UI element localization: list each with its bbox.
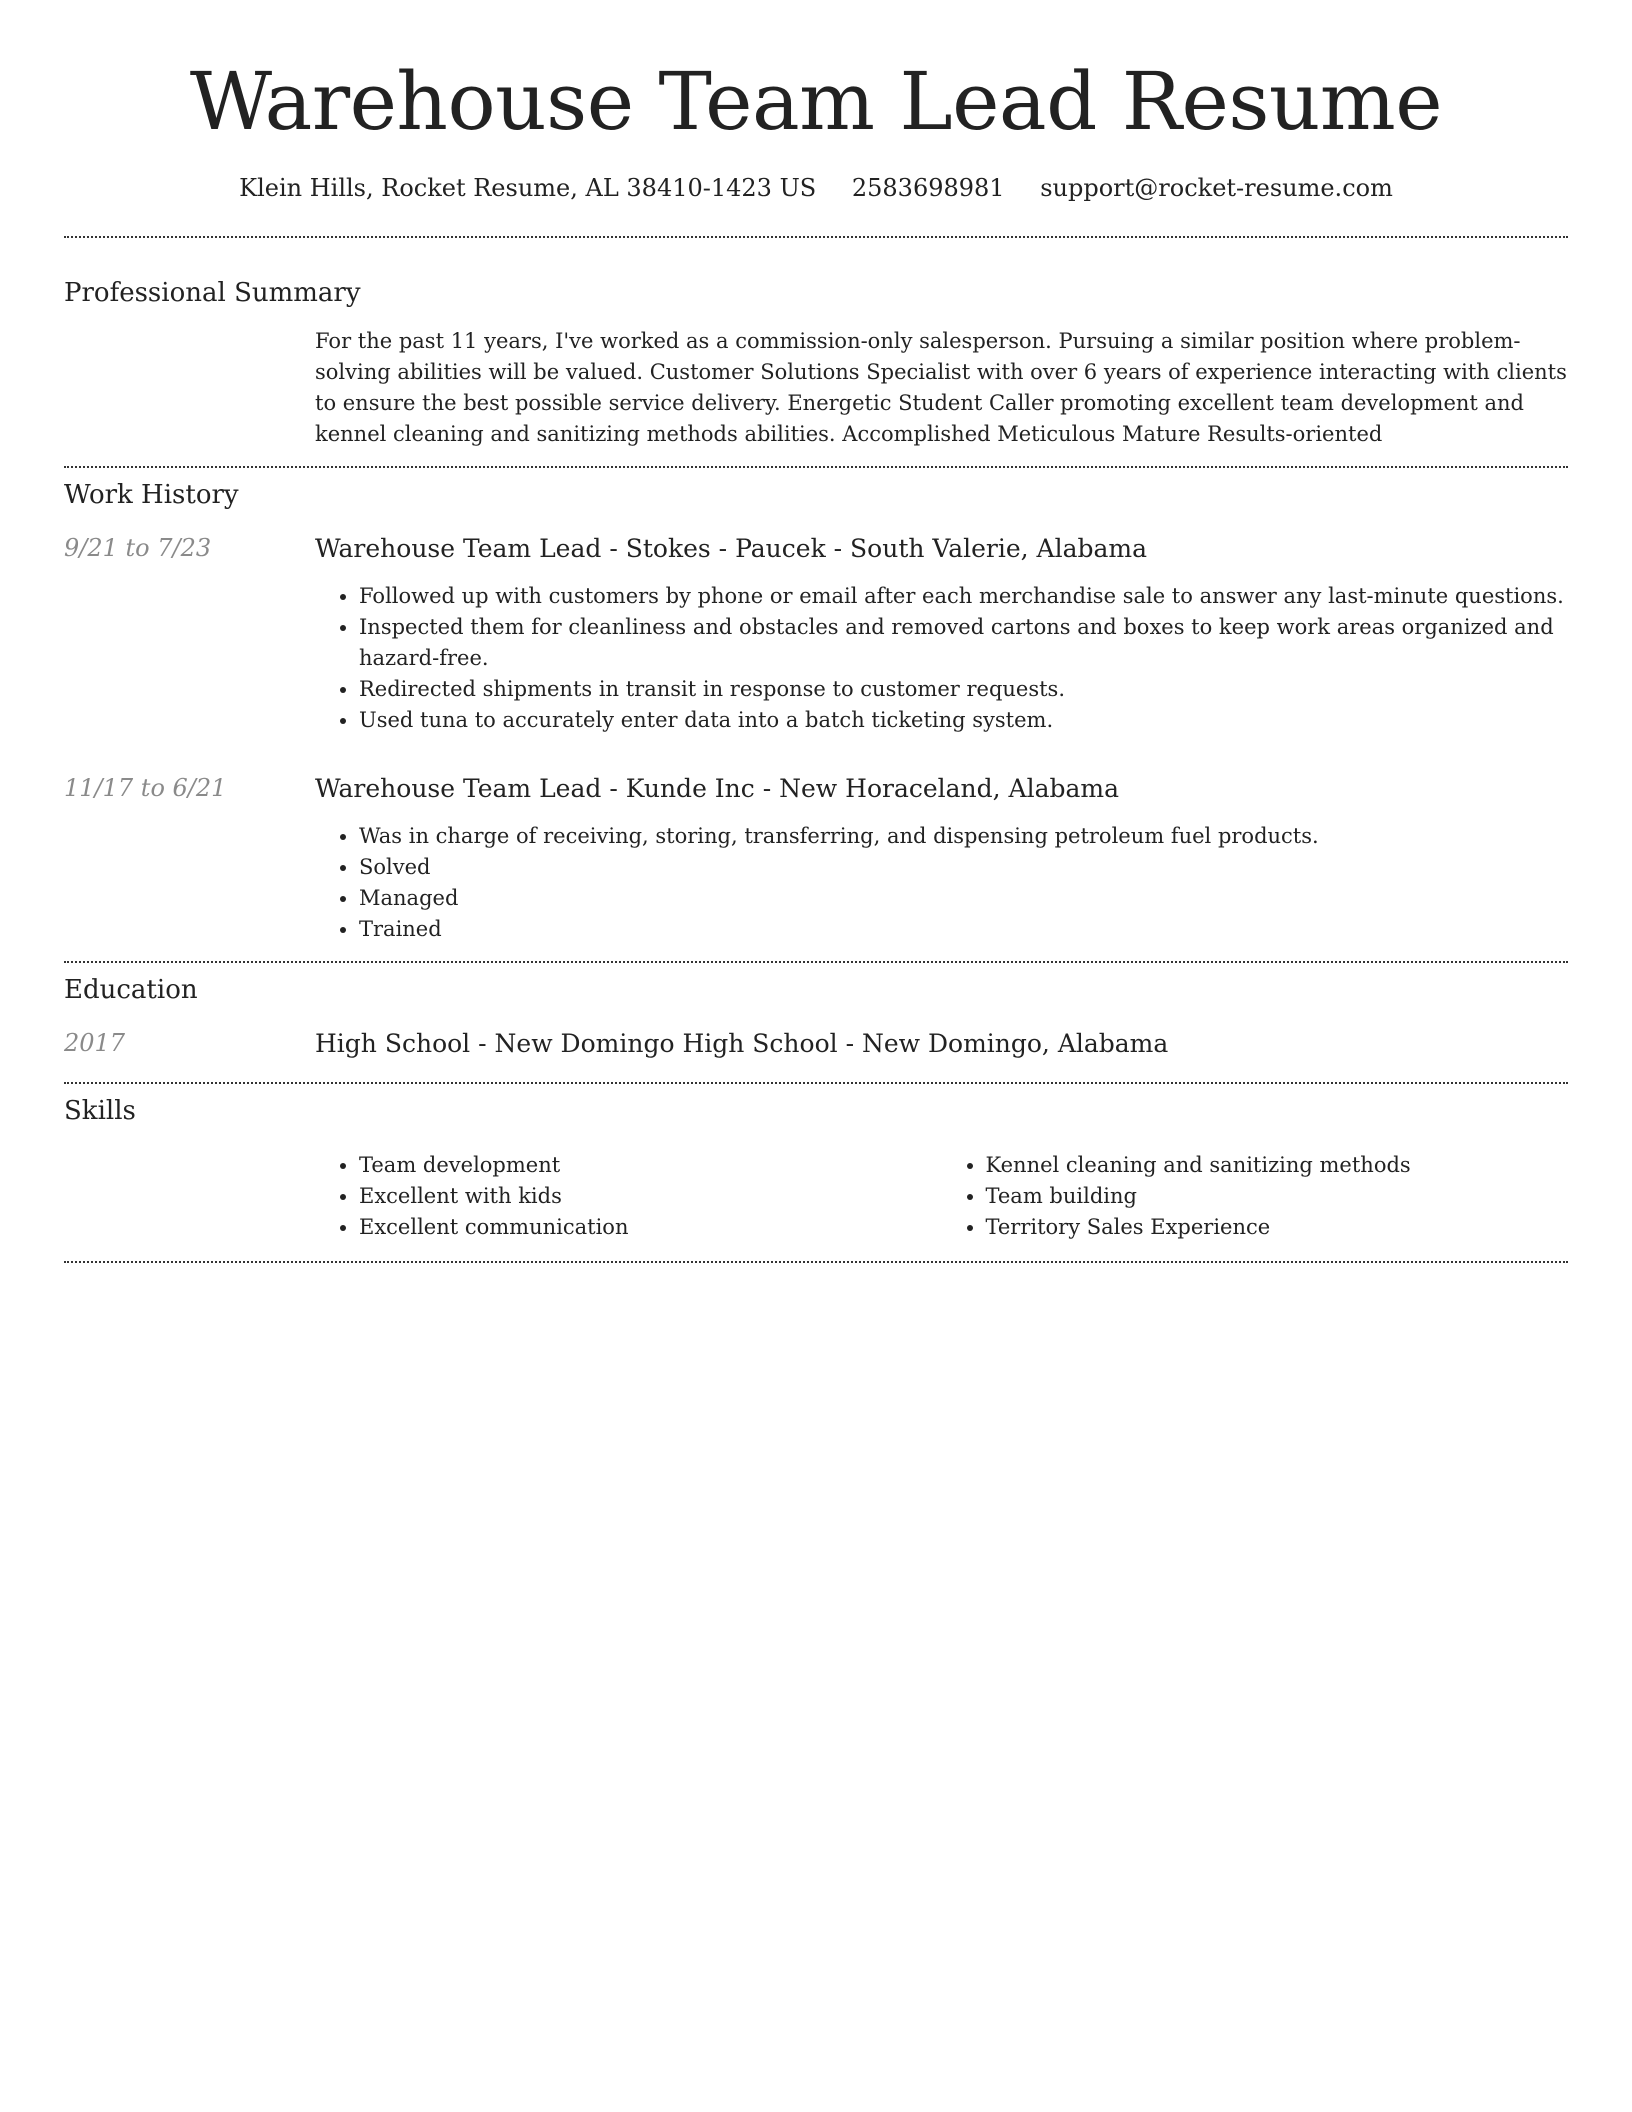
job-details: - Stokes - Paucek - South Valerie, Alabama [601,534,1147,563]
list-item: • Trained [359,914,1568,945]
divider [64,961,1568,963]
skills-columns [315,1150,1568,1243]
job-heading [315,534,1568,563]
job-bullets [315,581,1568,736]
list-item: • Used tuna to accurately enter data into a batch ticketing system. [359,705,1568,736]
list-item: • Solved [359,852,1568,883]
education-details: - New Domingo High School - New Domingo, Alabama [470,1029,1169,1058]
job-details: - Kunde Inc - New Horaceland, Alabama [601,774,1120,803]
job-dates: 9/21 to 7/23 [64,534,212,562]
skill-item: • Kennel cleaning and sanitizing methods [986,1150,1569,1181]
job-title: Warehouse Team Lead [315,534,602,563]
skill-item: • Excellent with kids [359,1181,942,1212]
list-item: • Was in charge of receiving, storing, transferring, and dispensing petroleum fuel products. [359,821,1568,852]
work-heading: Work History [64,480,239,510]
job-entry [64,534,1568,736]
job-bullets [315,821,1568,945]
list-item: • Followed up with customers by phone or email after each merchandise sale to answer any last-minute questions. [359,581,1568,612]
skills-list-right [942,1150,1569,1243]
education-heading: Education [64,975,198,1005]
list-item: • Managed [359,883,1568,914]
divider [64,1082,1568,1084]
education-entry [64,1029,1568,1058]
list-item: • Inspected them for cleanliness and obstacles and removed cartons and boxes to keep work areas organized and hazard-free. [359,612,1568,674]
summary-heading: Professional Summary [64,278,361,308]
divider [64,236,1568,238]
resume-title: Warehouse Team Lead Resume [189,55,1443,148]
contact-line [64,174,1568,202]
summary-row [64,326,1568,450]
list-item: • Redirected shipments in transit in response to customer requests. [359,674,1568,705]
skill-item: • Team building [986,1181,1569,1212]
contact-email: support@rocket-resume.com [1040,174,1393,202]
summary-text: For the past 11 years, I've worked as a commission-only salesperson. Pursuing a similar position where problem-solving abilities will be valued. Customer Solutions Specialist with over 6 years of experience interacting with clients to ensure the best possible service delivery. Energetic Student Caller promoting excellent team development and kennel cleaning and sanitizing methods abilities. Accomplished Meticulous Mature Results-oriented [315,329,1567,446]
skill-item: • Excellent communication [359,1212,942,1243]
education-heading-line [315,1029,1568,1058]
job-entry [64,774,1568,945]
skill-item: • Team development [359,1150,942,1181]
divider [64,466,1568,468]
skill-item: • Territory Sales Experience [986,1212,1569,1243]
job-heading [315,774,1568,803]
education-degree: High School [315,1029,471,1058]
skills-list-left [315,1150,942,1243]
contact-phone: 2583698981 [851,174,1005,202]
skills-heading: Skills [64,1096,136,1126]
skills-row [64,1150,1568,1243]
job-dates: 11/17 to 6/21 [64,774,227,802]
divider [64,1261,1568,1263]
contact-address: Klein Hills, Rocket Resume, AL 38410-1423 US [239,174,817,202]
job-title: Warehouse Team Lead [315,774,602,803]
education-year: 2017 [64,1029,126,1057]
